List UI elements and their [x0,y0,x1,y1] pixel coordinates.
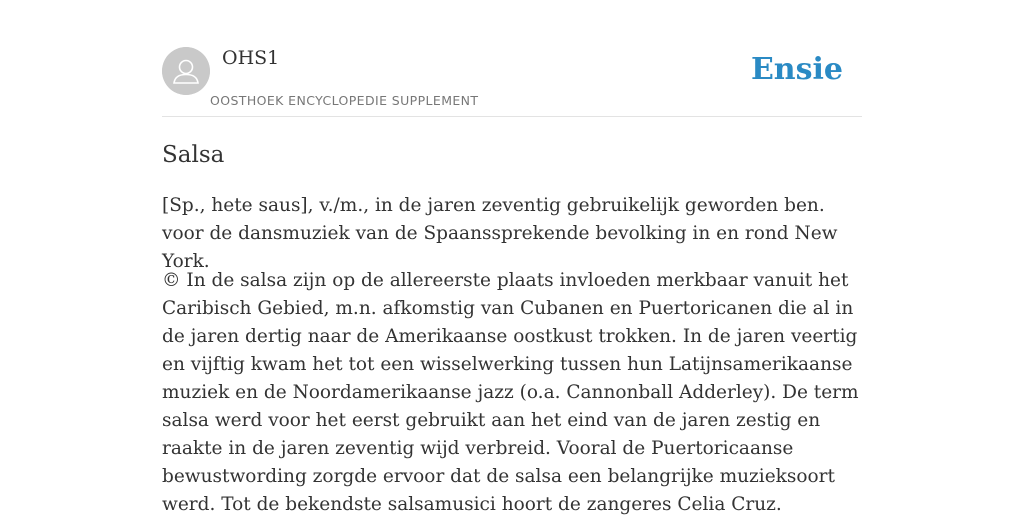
author-name[interactable]: OHS1 [222,47,280,69]
body-paragraph: © In de salsa zijn op de allereerste plaats invloeden merkbaar vanuit het Caribisch Gebied, m.n. afkomstig van Cubanen en Puertoricanen die al in de jaren dertig naar de Amerikaanse oostkust trokken. In de jaren veertig en vijftig kwam het tot een wisselwerking tussen hun Latijnsamerikaanse muziek en de Noordamerikaanse jazz (o.a. Cannonball Adderley). De term salsa werd voor het eerst gebruikt aan het eind van de jaren zestig en raakte in de jaren zeventig wijd verbreid. Vooral de Puertoricaanse bewustwording zorgde ervoor dat de salsa een belangrijke muzieksoort werd. Tot de bekendste salsamusici hoort de zangeres Celia Cruz. [162,270,859,515]
user-silhouette-icon [162,47,210,95]
user-avatar-icon[interactable] [162,47,210,95]
article-header [162,0,862,117]
article-title: Salsa [162,142,225,168]
ensie-logo[interactable]: Ensie [750,52,843,87]
source-label[interactable]: OOSTHOEK ENCYCLOPEDIE SUPPLEMENT [210,93,479,108]
definition-paragraph: [Sp., hete saus], v./m., in de jaren zeventig gebruikelijk geworden ben. voor de dansmuziek van de Spaanssprekende bevolking in en rond New York. [162,195,838,272]
article-page [162,0,862,515]
